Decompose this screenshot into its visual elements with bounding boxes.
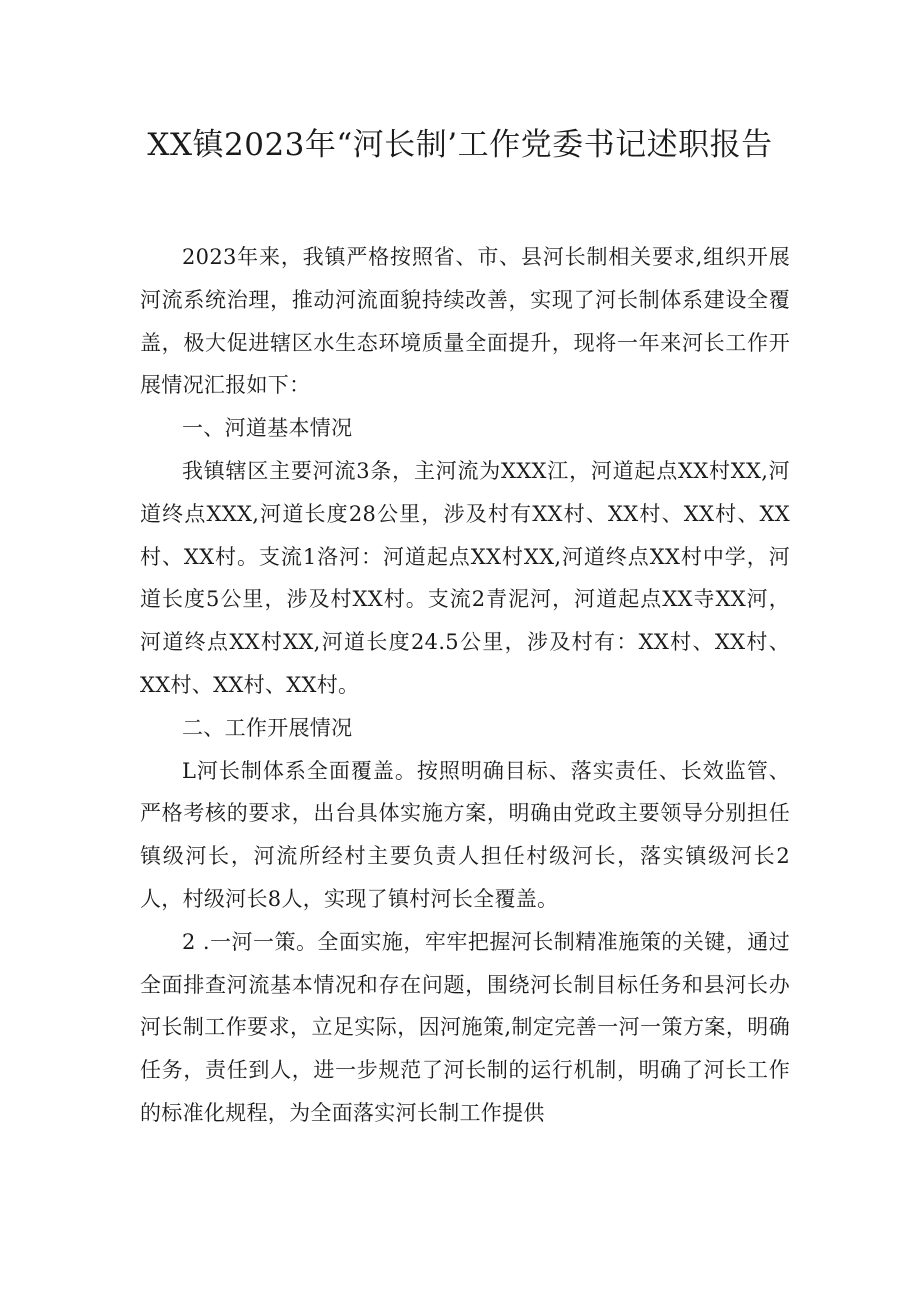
- one-river-one-policy-paragraph: 2 .一河一策。全面实施，牢牢把握河长制精准施策的关键，通过全面排查河流基本情况和存在问题，围绕河长制目标任务和县河长办河长制工作要求，立足实际，因河施策,制定完善一河一策方案，明确任务，责任到人，进一步规范了河长制的运行机制，明确了河长工作的标准化规程，为全面落实河长制工作提供: [140, 929, 790, 1125]
- section-heading-river-basics: 一、河道基本情况: [182, 416, 353, 441]
- river-basics-paragraph: 我镇辖区主要河流3条，主河流为XXX江，河道起点XX村XX,河道终点XXX,河道长度28公里，涉及村有XX村、XX村、XX村、XX村、XX村。支流1洛河：河道起点XX村XX,河道终点XX村中学，河道长度5公里，涉及村XX村。支流2青泥河，河道起点XX寺XX河，河道终点XX村XX,河道长度24.5公里，涉及村有：XX村、XX村、XX村、XX村、XX村。: [140, 458, 790, 697]
- river-chief-system-paragraph: L河长制体系全面覆盖。按照明确目标、落实责任、长效监管、严格考核的要求，出台具体实施方案，明确由党政主要领导分别担任镇级河长，河流所经村主要负责人担任村级河长，落实镇级河长2人，村级河长8人，实现了镇村河长全覆盖。: [140, 758, 790, 911]
- intro-paragraph: 2023年来，我镇严格按照省、市、县河长制相关要求,组织开展河流系统治理，推动河流面貌持续改善，实现了河长制体系建设全覆盖，极大促进辖区水生态环境质量全面提升，现将一年来河长工作开展情况汇报如下：: [140, 245, 790, 398]
- document-title: XX镇2023年“河长制’工作党委书记述职报告: [147, 127, 773, 163]
- section-heading-work-progress: 二、工作开展情况: [182, 715, 353, 740]
- document-body: [140, 236, 790, 1135]
